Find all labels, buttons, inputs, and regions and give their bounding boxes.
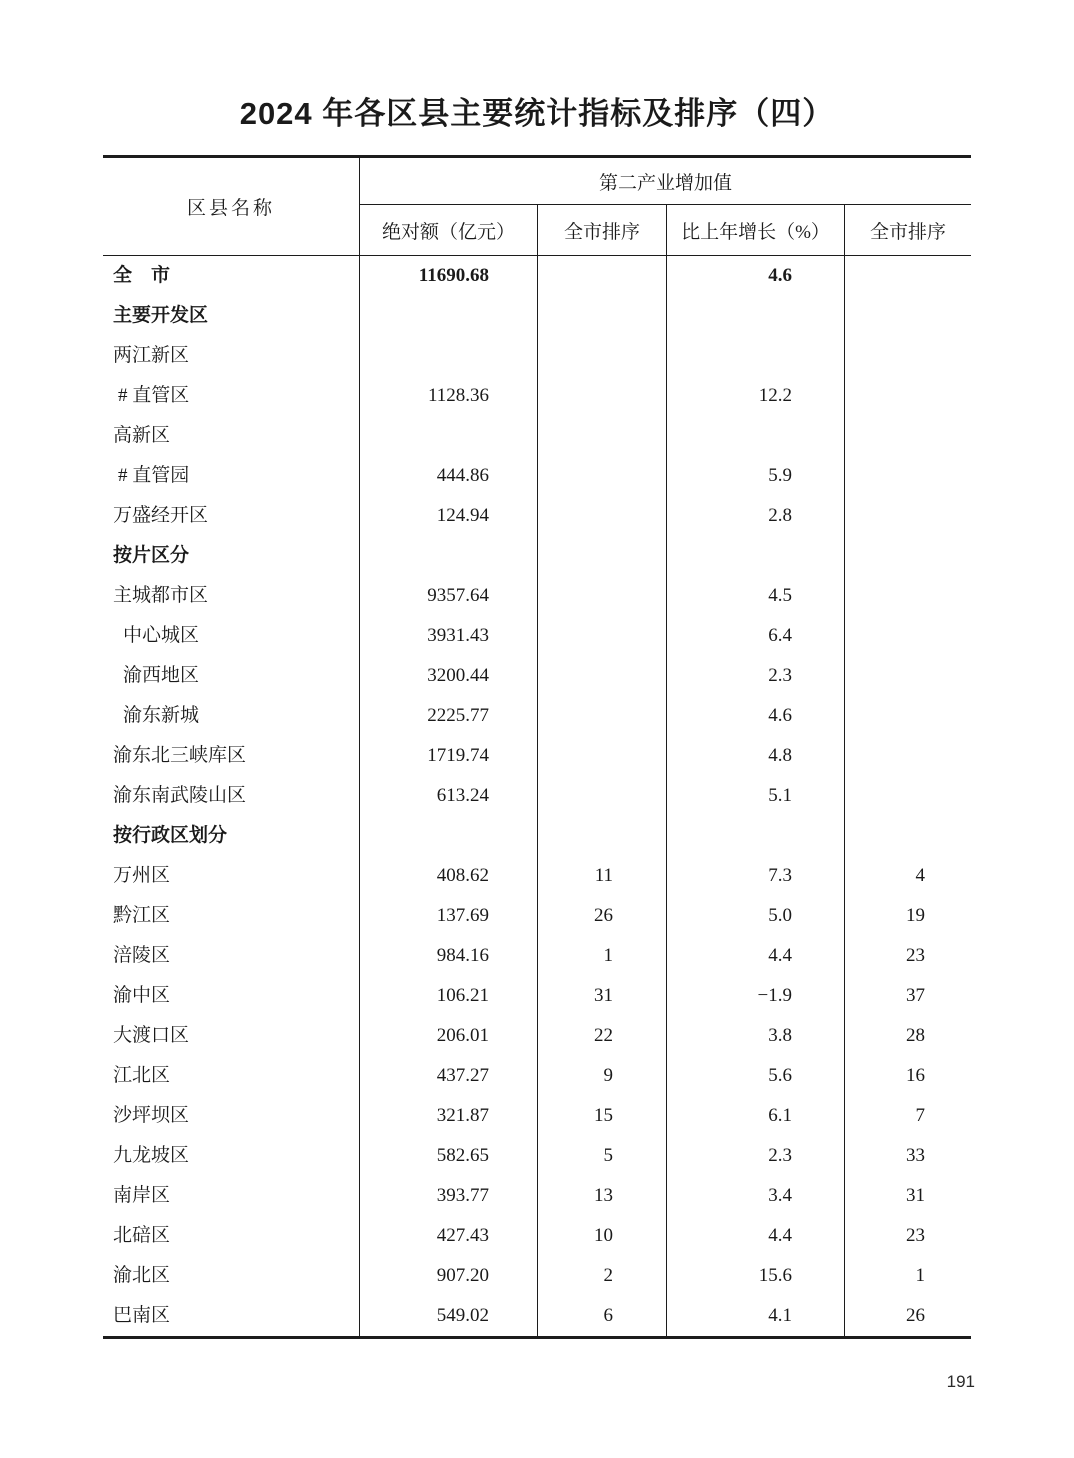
rank2-cell xyxy=(845,736,971,776)
region-name-cell: 全 市 xyxy=(103,256,360,296)
header-region-name: 区县名称 xyxy=(103,158,360,255)
rank2-cell xyxy=(845,376,971,416)
rank2-cell xyxy=(845,256,971,296)
absolute-value-cell: 106.21 xyxy=(360,976,538,1016)
rank1-cell: 6 xyxy=(538,1296,667,1336)
growth-cell xyxy=(667,416,845,456)
header-right-group xyxy=(360,158,971,255)
growth-cell: 4.4 xyxy=(667,1216,845,1256)
region-name-cell: 黔江区 xyxy=(103,896,360,936)
table-row xyxy=(103,736,971,776)
growth-cell: 4.6 xyxy=(667,696,845,736)
table-row xyxy=(103,1176,971,1216)
absolute-value-cell: 582.65 xyxy=(360,1136,538,1176)
statistics-table xyxy=(103,155,971,1339)
rank2-cell xyxy=(845,296,971,336)
growth-cell: 12.2 xyxy=(667,376,845,416)
growth-cell xyxy=(667,816,845,856)
region-name-cell: 大渡口区 xyxy=(103,1016,360,1056)
rank2-cell xyxy=(845,496,971,536)
region-name-cell: 涪陵区 xyxy=(103,936,360,976)
table-row xyxy=(103,896,971,936)
table-row xyxy=(103,976,971,1016)
growth-cell: 2.3 xyxy=(667,656,845,696)
absolute-value-cell: 321.87 xyxy=(360,1096,538,1136)
table-row xyxy=(103,936,971,976)
header-absolute-amount: 绝对额（亿元） xyxy=(360,205,538,255)
rank1-cell xyxy=(538,376,667,416)
rank2-cell: 1 xyxy=(915,1265,925,1286)
absolute-value-cell: 613.24 xyxy=(360,776,538,816)
rank2-cell xyxy=(845,656,971,696)
page-title: 2024 年各区县主要统计指标及排序（四） xyxy=(239,96,835,131)
rank1-cell xyxy=(538,816,667,856)
region-name-cell: 渝西地区 xyxy=(103,656,360,696)
growth-cell: 5.9 xyxy=(667,456,845,496)
rank1-cell: 9 xyxy=(538,1056,667,1096)
region-name-cell: 主城都市区 xyxy=(103,576,360,616)
rank2-cell xyxy=(845,456,971,496)
region-name-cell: 渝东北三峡库区 xyxy=(103,736,360,776)
rank2-cell: 19 xyxy=(906,905,925,926)
header-growth-rate: 比上年增长（%） xyxy=(667,205,845,255)
table-row xyxy=(103,496,971,536)
rank1-cell: 31 xyxy=(538,976,667,1016)
rank2-cell: 23 xyxy=(906,1225,925,1246)
rank1-cell: 10 xyxy=(538,1216,667,1256)
table-row xyxy=(103,456,971,496)
growth-cell xyxy=(667,336,845,376)
region-name-cell: 高新区 xyxy=(103,416,360,456)
rank2-cell: 37 xyxy=(906,985,925,1006)
table-row xyxy=(103,776,971,816)
table-row xyxy=(103,856,971,896)
region-name-cell: # 直管园 xyxy=(103,456,360,496)
table-header xyxy=(103,158,971,256)
growth-cell: 7.3 xyxy=(667,856,845,896)
absolute-value-cell: 137.69 xyxy=(360,896,538,936)
absolute-value-cell: 9357.64 xyxy=(360,576,538,616)
absolute-value-cell: 124.94 xyxy=(360,496,538,536)
absolute-value-cell xyxy=(360,536,538,576)
table-row xyxy=(103,336,971,376)
rank1-cell xyxy=(538,336,667,376)
rank1-cell xyxy=(538,776,667,816)
absolute-value-cell: 206.01 xyxy=(360,1016,538,1056)
rank2-cell: 33 xyxy=(906,1145,925,1166)
growth-cell: 2.8 xyxy=(667,496,845,536)
rank1-cell: 1 xyxy=(538,936,667,976)
region-name-cell: 巴南区 xyxy=(103,1296,360,1336)
growth-cell: 5.1 xyxy=(667,776,845,816)
growth-cell: 4.6 xyxy=(667,256,845,296)
table-row xyxy=(103,1136,971,1176)
growth-cell: 3.4 xyxy=(667,1176,845,1216)
table-row xyxy=(103,1256,971,1296)
table-row xyxy=(103,1016,971,1056)
table-row xyxy=(103,416,971,456)
growth-cell xyxy=(667,536,845,576)
rank1-cell: 2 xyxy=(538,1256,667,1296)
table-row xyxy=(103,536,971,576)
absolute-value-cell: 3931.43 xyxy=(360,616,538,656)
absolute-value-cell xyxy=(360,296,538,336)
absolute-value-cell: 984.16 xyxy=(360,936,538,976)
growth-cell xyxy=(667,296,845,336)
rank1-cell xyxy=(538,496,667,536)
region-name-cell: 渝东南武陵山区 xyxy=(103,776,360,816)
region-name-cell: 按片区分 xyxy=(103,536,360,576)
absolute-value-cell: 393.77 xyxy=(360,1176,538,1216)
rank1-cell xyxy=(538,616,667,656)
growth-cell: 4.5 xyxy=(667,576,845,616)
rank2-cell: 26 xyxy=(906,1305,925,1326)
rank2-cell xyxy=(845,536,971,576)
rank1-cell xyxy=(538,296,667,336)
region-name-cell: # 直管区 xyxy=(103,376,360,416)
header-group-secondary-industry: 第二产业增加值 xyxy=(360,158,971,205)
header-city-rank-2: 全市排序 xyxy=(869,221,946,243)
rank2-cell: 31 xyxy=(906,1185,925,1206)
region-name-cell: 按行政区划分 xyxy=(103,816,360,856)
rank1-cell xyxy=(538,536,667,576)
region-name-cell: 主要开发区 xyxy=(103,296,360,336)
header-city-rank-1: 全市排序 xyxy=(538,205,667,255)
rank2-cell: 23 xyxy=(906,945,925,966)
region-name-cell: 中心城区 xyxy=(103,616,360,656)
absolute-value-cell: 427.43 xyxy=(360,1216,538,1256)
rank1-cell: 22 xyxy=(538,1016,667,1056)
rank2-cell xyxy=(845,696,971,736)
absolute-value-cell: 437.27 xyxy=(360,1056,538,1096)
growth-cell: 6.1 xyxy=(667,1096,845,1136)
rank1-cell xyxy=(538,456,667,496)
region-name-cell: 北碚区 xyxy=(103,1216,360,1256)
rank2-cell xyxy=(845,416,971,456)
growth-cell: 15.6 xyxy=(667,1256,845,1296)
region-name-cell: 万州区 xyxy=(103,856,360,896)
table-row xyxy=(103,256,971,296)
rank1-cell xyxy=(538,416,667,456)
rank2-cell: 28 xyxy=(906,1025,925,1046)
table-row xyxy=(103,1056,971,1096)
region-name-cell: 江北区 xyxy=(103,1056,360,1096)
table-row xyxy=(103,296,971,336)
rank1-cell: 15 xyxy=(538,1096,667,1136)
rank2-cell xyxy=(845,616,971,656)
absolute-value-cell: 1719.74 xyxy=(360,736,538,776)
header-subrow xyxy=(360,205,971,255)
absolute-value-cell: 549.02 xyxy=(360,1296,538,1336)
region-name-cell: 渝北区 xyxy=(103,1256,360,1296)
table-row xyxy=(103,656,971,696)
absolute-value-cell: 3200.44 xyxy=(360,656,538,696)
rank2-cell: 7 xyxy=(915,1105,925,1126)
growth-cell: −1.9 xyxy=(667,976,845,1016)
growth-cell: 2.3 xyxy=(667,1136,845,1176)
table-row xyxy=(103,1096,971,1136)
absolute-value-cell: 11690.68 xyxy=(360,256,538,296)
absolute-value-cell: 2225.77 xyxy=(360,696,538,736)
rank2-cell xyxy=(845,336,971,376)
rank2-cell xyxy=(845,776,971,816)
table-row xyxy=(103,696,971,736)
rank1-cell xyxy=(538,576,667,616)
region-name-cell: 万盛经开区 xyxy=(103,496,360,536)
absolute-value-cell xyxy=(360,816,538,856)
absolute-value-cell: 408.62 xyxy=(360,856,538,896)
growth-cell: 3.8 xyxy=(667,1016,845,1056)
growth-cell: 4.8 xyxy=(667,736,845,776)
growth-cell: 4.4 xyxy=(667,936,845,976)
table-row xyxy=(103,816,971,856)
growth-cell: 6.4 xyxy=(667,616,845,656)
region-name-cell: 沙坪坝区 xyxy=(103,1096,360,1136)
rank2-cell: 4 xyxy=(915,865,925,886)
rank1-cell: 13 xyxy=(538,1176,667,1216)
region-name-cell: 渝中区 xyxy=(103,976,360,1016)
table-row xyxy=(103,1296,971,1336)
rank1-cell: 5 xyxy=(538,1136,667,1176)
table-row xyxy=(103,576,971,616)
table-row xyxy=(103,616,971,656)
rank1-cell: 11 xyxy=(538,856,667,896)
growth-cell: 5.6 xyxy=(667,1056,845,1096)
rank2-cell: 16 xyxy=(906,1065,925,1086)
absolute-value-cell xyxy=(360,336,538,376)
table-row xyxy=(103,1216,971,1256)
rank1-cell xyxy=(538,736,667,776)
region-name-cell: 南岸区 xyxy=(103,1176,360,1216)
absolute-value-cell xyxy=(360,416,538,456)
rank2-cell xyxy=(845,576,971,616)
rank1-cell xyxy=(538,656,667,696)
table-body xyxy=(103,256,971,1336)
rank2-cell xyxy=(845,816,971,856)
rank1-cell xyxy=(538,256,667,296)
rank1-cell xyxy=(538,696,667,736)
absolute-value-cell: 444.86 xyxy=(360,456,538,496)
absolute-value-cell: 907.20 xyxy=(360,1256,538,1296)
page-number: 191 xyxy=(946,1372,975,1391)
rank1-cell: 26 xyxy=(538,896,667,936)
absolute-value-cell: 1128.36 xyxy=(360,376,538,416)
region-name-cell: 渝东新城 xyxy=(103,696,360,736)
growth-cell: 4.1 xyxy=(667,1296,845,1336)
region-name-cell: 两江新区 xyxy=(103,336,360,376)
region-name-cell: 九龙坡区 xyxy=(103,1136,360,1176)
table-row xyxy=(103,376,971,416)
growth-cell: 5.0 xyxy=(667,896,845,936)
